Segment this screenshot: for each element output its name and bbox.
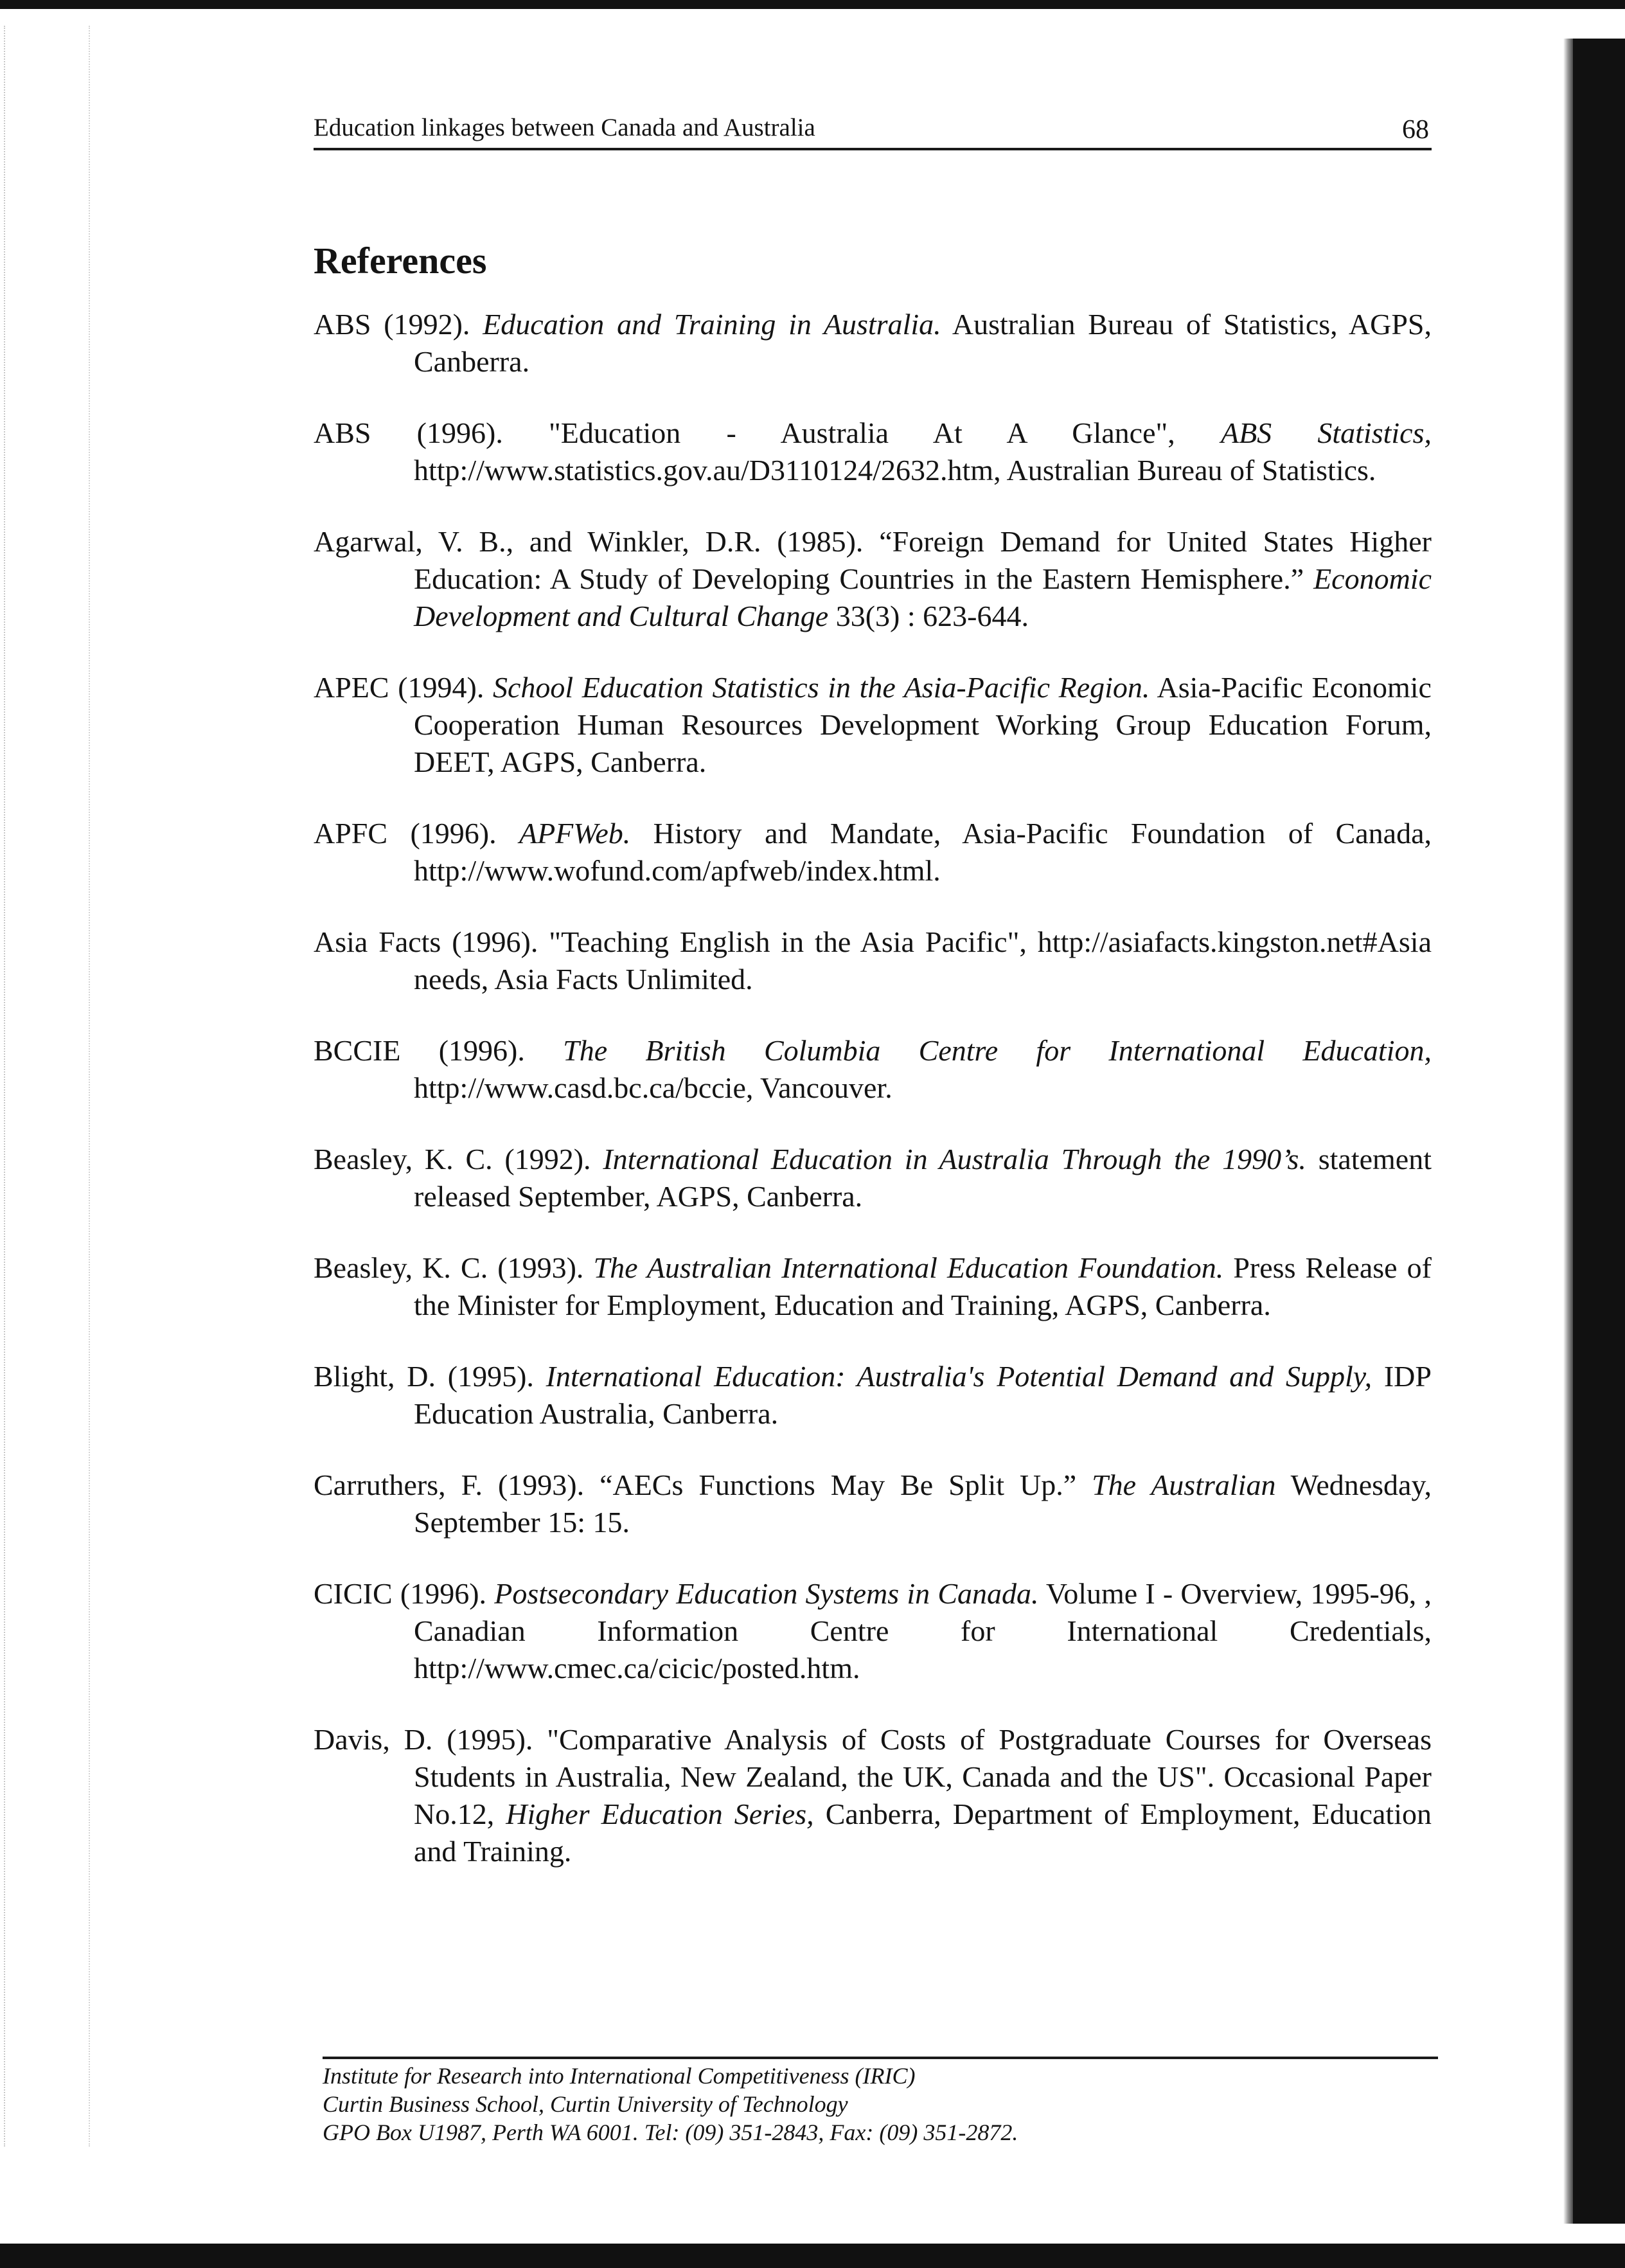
footer-institute: Institute for Research into International Competitiveness (IRIC)	[323, 2063, 916, 2089]
reference-title: School Education Statistics in the Asia-Pacific Region.	[492, 671, 1150, 704]
reference-entry	[314, 1467, 1432, 1541]
reference-text: Wednesday, September 15: 15.	[414, 1469, 1432, 1539]
reference-entry	[314, 924, 1432, 998]
running-header	[314, 109, 1432, 150]
reference-text: Agarwal, V. B., and Winkler, D.R. (1985). “Foreign Demand for United States Higher Education: A Study of Developing Countries in the Eastern Hemisphere.”	[314, 525, 1432, 595]
reference-text: ABS (1996). "Education - Australia At A Glance",	[314, 416, 1221, 449]
page-number: 68	[1402, 115, 1429, 145]
footer-address: GPO Box U1987, Perth WA 6001. Tel: (09) 351-2843, Fax: (09) 351-2872.	[323, 2120, 1018, 2145]
reference-title: The Australian International Education Foundation.	[593, 1251, 1224, 1284]
reference-entry	[314, 1358, 1432, 1433]
reference-text: Press Release of the Minister for Employment, Education and Training, AGPS, Canberra.	[414, 1251, 1432, 1321]
reference-text: Davis, D. (1995). "Comparative Analysis of Costs of Postgraduate Courses for Overseas Students in Australia, New Zealand, the UK, Canada and the US". Occasional Paper No.12,	[314, 1723, 1432, 1830]
reference-text: Asia Facts (1996). "Teaching English in the Asia Pacific", http://asiafacts.kingston.net#Asia needs, Asia Facts Unlimited.	[314, 925, 1432, 996]
reference-entry	[314, 306, 1432, 380]
reference-text: statement released September, AGPS, Canberra.	[414, 1143, 1432, 1213]
reference-title: ABS Statistics,	[1220, 416, 1432, 449]
scan-edge-left	[4, 26, 9, 2147]
reference-text: APFC (1996).	[314, 817, 519, 850]
scan-edge-top	[0, 0, 1625, 9]
reference-text: Carruthers, F. (1993). “AECs Functions May Be Split Up.”	[314, 1469, 1092, 1501]
reference-entry	[314, 1141, 1432, 1215]
reference-text: http://www.casd.bc.ca/bccie, Vancouver.	[414, 1071, 892, 1104]
reference-text: BCCIE (1996).	[314, 1034, 564, 1067]
reference-title: Higher Education Series,	[506, 1798, 814, 1830]
page-footer	[323, 2057, 1438, 2147]
scan-edge-right	[1573, 39, 1625, 2224]
reference-list	[314, 306, 1432, 1904]
reference-text: Asia-Pacific Economic Cooperation Human Resources Development Working Group Education Forum, DEET, AGPS, Canberra.	[414, 671, 1432, 778]
reference-text: ABS (1992).	[314, 308, 483, 341]
header-title: Education linkages between Canada and Australia	[314, 114, 815, 141]
reference-text: IDP Education Australia, Canberra.	[414, 1360, 1432, 1430]
reference-title: International Education in Australia Through the 1990’s.	[603, 1143, 1306, 1175]
reference-text: Canberra, Department of Employment, Education and Training.	[414, 1798, 1432, 1868]
reference-title: Economic Development and Cultural Change	[414, 562, 1432, 632]
scan-edge-left-inner	[89, 26, 91, 2147]
reference-entry	[314, 1575, 1432, 1687]
section-title: References	[314, 240, 487, 281]
reference-text: Blight, D. (1995).	[314, 1360, 546, 1393]
reference-entry	[314, 669, 1432, 781]
reference-text: Beasley, K. C. (1992).	[314, 1143, 603, 1175]
reference-text: CICIC (1996).	[314, 1577, 495, 1610]
reference-entry	[314, 1032, 1432, 1107]
reference-title: International Education: Australia's Potential Demand and Supply,	[546, 1360, 1372, 1393]
reference-entry	[314, 523, 1432, 635]
reference-text: Australian Bureau of Statistics, AGPS, Canberra.	[414, 308, 1432, 378]
reference-entry	[314, 815, 1432, 889]
reference-title: The Australian	[1092, 1469, 1276, 1501]
reference-text: 33(3) : 623-644.	[828, 600, 1029, 632]
reference-title: Postsecondary Education Systems in Canada.	[494, 1577, 1039, 1610]
reference-text: Volume I - Overview, 1995-96, , Canadian Information Centre for International Credentials, http://www.cmec.ca/cicic/posted.htm.	[414, 1577, 1432, 1684]
reference-title: Education and Training in Australia.	[483, 308, 941, 341]
reference-title: The British Columbia Centre for International Education,	[563, 1034, 1432, 1067]
footer-school: Curtin Business School, Curtin University of Technology	[323, 2091, 848, 2117]
scan-edge-bottom	[0, 2244, 1625, 2268]
reference-text: Beasley, K. C. (1993).	[314, 1251, 594, 1284]
reference-text: History and Mandate, Asia-Pacific Foundation of Canada, http://www.wofund.com/apfweb/index.html.	[414, 817, 1432, 887]
reference-text: http://www.statistics.gov.au/D3110124/2632.htm, Australian Bureau of Statistics.	[414, 454, 1376, 487]
reference-title: APFWeb.	[519, 817, 631, 850]
reference-entry	[314, 1721, 1432, 1870]
reference-entry	[314, 1249, 1432, 1324]
reference-text: APEC (1994).	[314, 671, 493, 704]
reference-entry	[314, 415, 1432, 489]
